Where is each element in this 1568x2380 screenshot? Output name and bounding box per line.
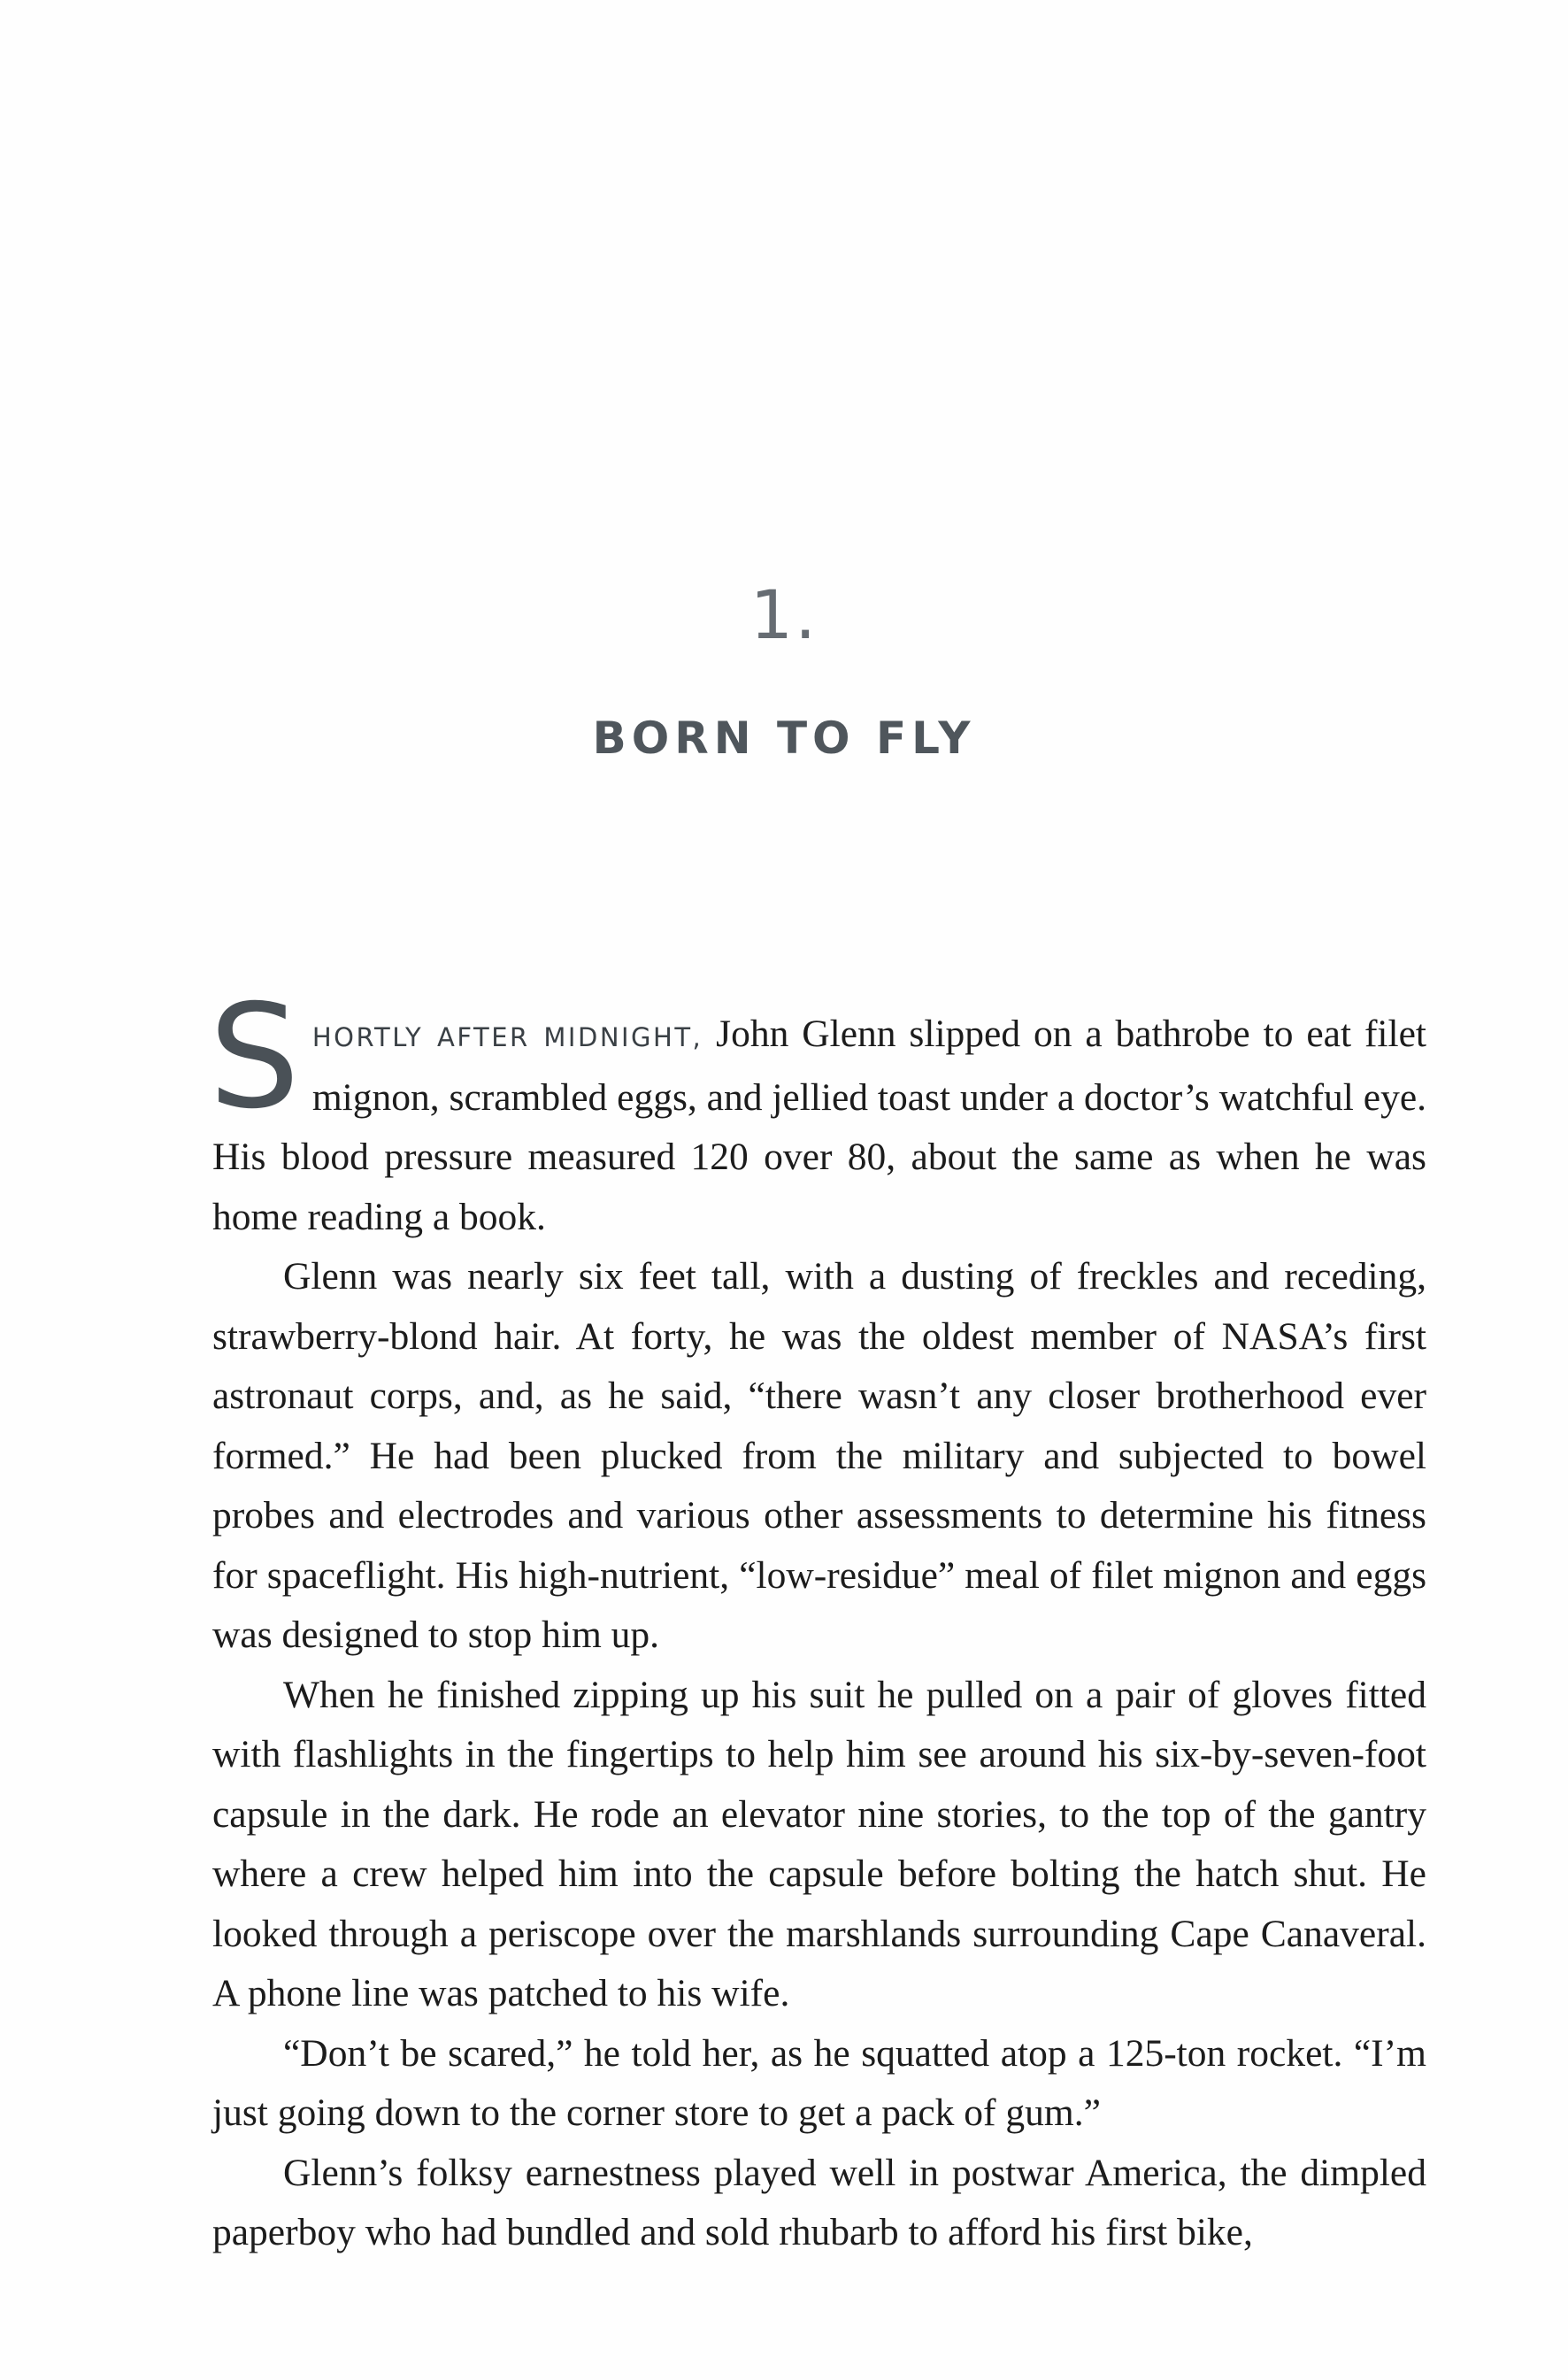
- opening-paragraph: [209, 974, 1426, 1247]
- paragraph: When he finished zipping up his suit he pulled on a pair of gloves fitted with flashlights in the fingertips to help him see around his six-by-seven-foot capsule in the dark. He rode an elevator nine stories, to the top of the gantry where a crew helped him into the capsule before bolting the hatch shut. He looked through a periscope over the marshlands surrounding Cape Canaveral. A phone line was patched to his wife.: [212, 1673, 1426, 2014]
- chapter-body: [209, 974, 1426, 2263]
- chapter-title: BORN TO FLY: [592, 712, 976, 764]
- paragraph: “Don’t be scared,” he told her, as he squatted atop a 125-ton rocket. “I’m just going down to the corner store to get a pack of gum.”: [212, 2031, 1426, 2134]
- paragraph: Glenn was nearly six feet tall, with a dusting of freckles and receding, strawberry-blond hair. At forty, he was the oldest member of NASA’s first astronaut corps, and, as he said, “there wasn’t any closer brotherhood ever formed.” He had been plucked from the military and subjected to bowel probes and electrodes and various other assessments to determine his fitness for spaceflight. His high-nutrient, “low-residue” meal of filet mignon and eggs was designed to stop him up.: [212, 1255, 1426, 1656]
- drop-cap: S: [209, 974, 300, 1141]
- small-caps-lead: HORTLY AFTER MIDNIGHT,: [311, 1022, 703, 1052]
- chapter-number: 1.: [749, 575, 819, 654]
- opening-paragraph-text: John Glenn slipped on a bathrobe to eat filet mignon, scrambled eggs, and jellied toast under a doctor’s watchful eye. His blood pressure measured 120 over 80, about the same as when he was home reading a book.: [212, 1013, 1426, 1238]
- paragraph: Glenn’s folksy earnestness played well in postwar America, the dimpled paperboy who had bundled and sold rhubarb to afford his first bike,: [212, 2151, 1426, 2253]
